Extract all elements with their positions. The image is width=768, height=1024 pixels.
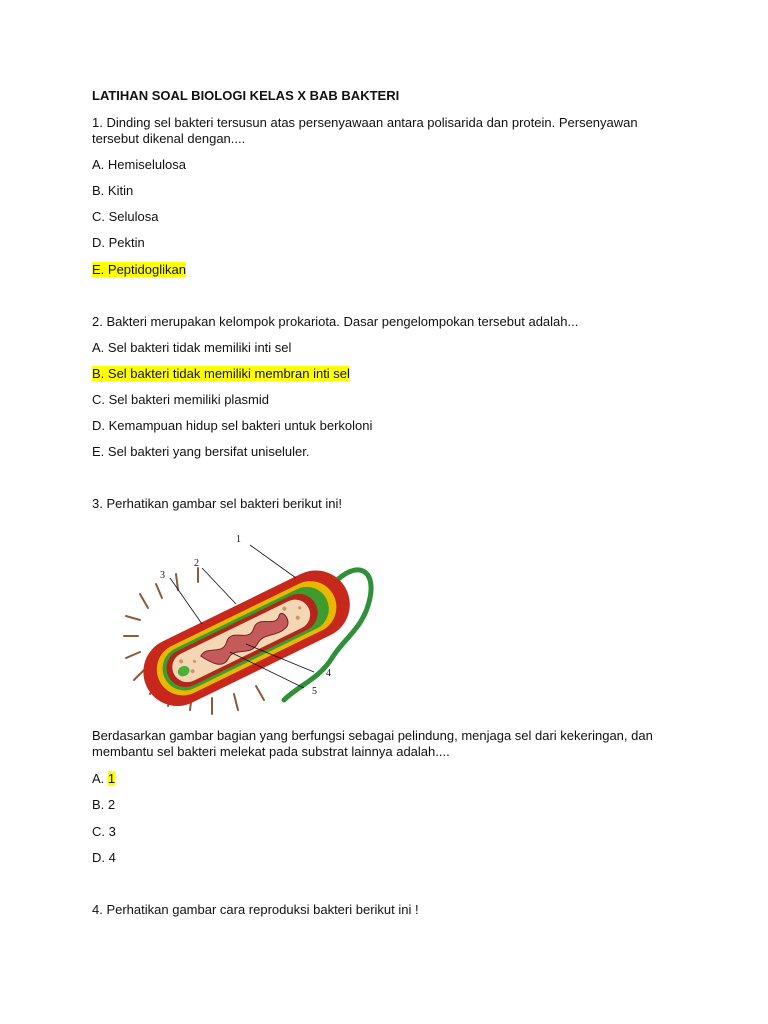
q2-option-c: C. Sel bakteri memiliki plasmid — [92, 392, 269, 407]
q3-option-c-letter: C. — [92, 824, 105, 839]
page-title: LATIHAN SOAL BIOLOGI KELAS X BAB BAKTERI — [92, 88, 400, 103]
diagram-label-1: 1 — [236, 534, 241, 545]
q1-option-a: A. Hemiselulosa — [92, 157, 186, 172]
q1-option-c: C. Selulosa — [92, 209, 159, 224]
q3-option-b — [92, 797, 115, 813]
q3-option-d-letter: D. — [92, 850, 105, 865]
q3-option-d — [92, 850, 116, 866]
diagram-label-5: 5 — [312, 686, 317, 697]
q2-option-e: E. Sel bakteri yang bersifat uniseluler. — [92, 444, 310, 459]
question-1-text-line-1: 1. Dinding sel bakteri tersusun atas persenyawaan antara polisarida dan protein. Persenyawan — [92, 115, 638, 130]
q3-option-c — [92, 824, 116, 840]
question-4-text: 4. Perhatikan gambar cara reproduksi bakteri berikut ini ! — [92, 902, 419, 917]
question-1-text-line-2: tersebut dikenal dengan.... — [92, 131, 246, 146]
diagram-label-2: 2 — [194, 558, 199, 569]
question-3-prompt-line-2: membantu sel bakteri melekat pada substrat lainnya adalah.... — [92, 744, 450, 759]
q3-option-c-value: 3 — [108, 824, 116, 839]
bacteria-cell-diagram — [118, 528, 388, 718]
question-3-prompt-line-1: Berdasarkan gambar bagian yang berfungsi sebagai pelindung, menjaga sel dari kekeringan, dan — [92, 728, 653, 743]
q1-option-d: D. Pektin — [92, 235, 145, 250]
diagram-label-3: 3 — [160, 570, 165, 581]
q3-option-a — [92, 771, 115, 787]
q1-option-b: B. Kitin — [92, 183, 134, 198]
q1-option-e-answer: E. Peptidoglikan — [92, 262, 186, 277]
diagram-label-4: 4 — [326, 668, 331, 679]
question-3-text: 3. Perhatikan gambar sel bakteri berikut ini! — [92, 496, 343, 511]
question-2-text: 2. Bakteri merupakan kelompok prokariota. Dasar pengelompokan tersebut adalah... — [92, 314, 579, 329]
q3-option-a-answer: 1 — [107, 771, 116, 786]
q3-option-d-value: 4 — [108, 850, 116, 865]
q3-option-b-value: 2 — [107, 797, 116, 812]
q2-option-a: A. Sel bakteri tidak memiliki inti sel — [92, 340, 292, 355]
q2-option-d: D. Kemampuan hidup sel bakteri untuk berkoloni — [92, 418, 373, 433]
q3-option-a-letter: A. — [92, 771, 105, 786]
q2-option-b-answer: B. Sel bakteri tidak memiliki membran inti sel — [92, 366, 350, 381]
q3-option-b-letter: B. — [92, 797, 105, 812]
